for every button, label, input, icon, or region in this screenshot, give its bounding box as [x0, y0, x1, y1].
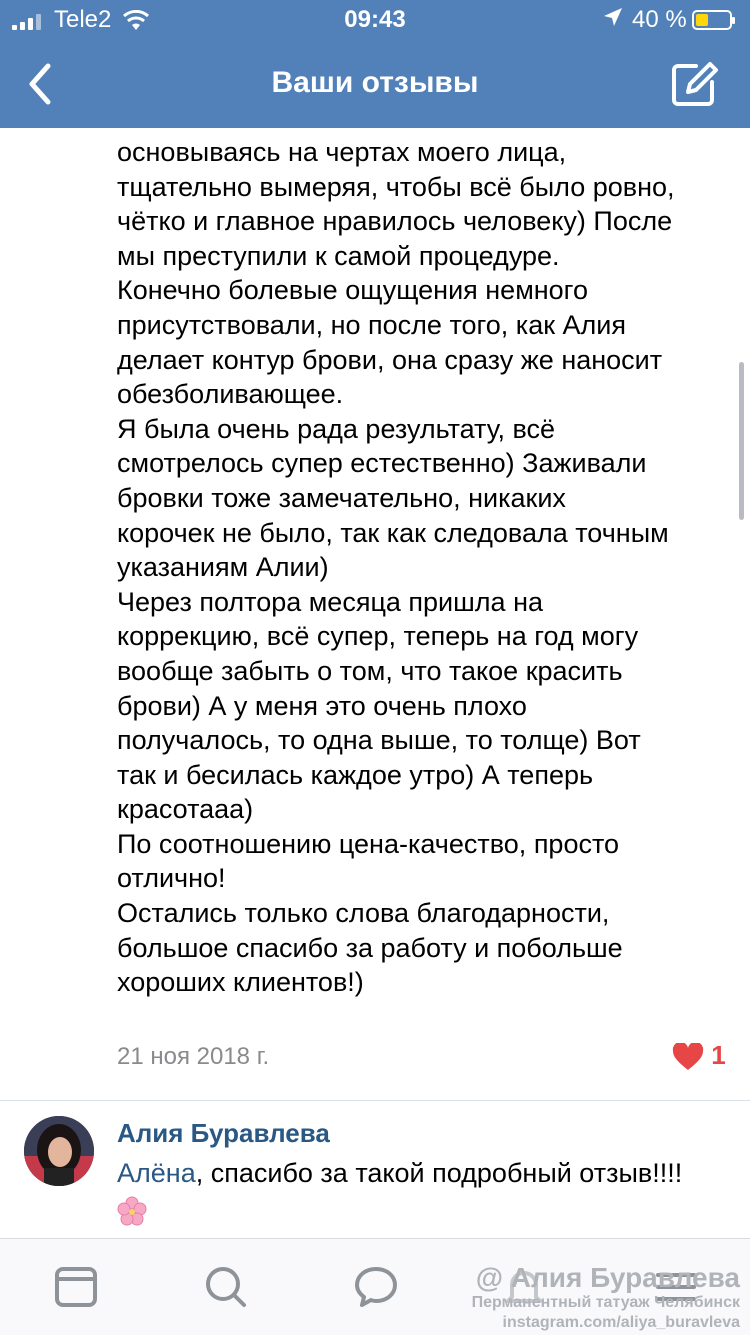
- tab-messages[interactable]: [352, 1263, 400, 1311]
- compose-icon: [668, 58, 720, 110]
- battery-percent: 40 %: [632, 6, 687, 33]
- scrollbar[interactable]: [739, 362, 744, 520]
- review-line: коррекцию, всё супер, теперь на год могу: [117, 621, 639, 652]
- watermark-name: @ Алия Буравлева: [475, 1262, 740, 1293]
- review-line: По соотношению цена-качество, просто: [117, 828, 620, 859]
- search-icon: [202, 1263, 250, 1311]
- review-line: мы преступили к самой процедуре.: [117, 240, 560, 271]
- divider: [0, 1100, 750, 1101]
- review-line: бровки тоже замечательно, никаких: [117, 482, 566, 513]
- review-line: большое спасибо за работу и побольше: [117, 932, 623, 963]
- mention-link[interactable]: Алёна: [117, 1158, 196, 1188]
- tab-search[interactable]: [202, 1263, 250, 1311]
- review-line: присутствовали, но после того, как Алия: [117, 309, 626, 340]
- feed-icon: [52, 1263, 100, 1311]
- like-button[interactable]: [672, 1040, 726, 1071]
- comment-author[interactable]: Алия Буравлева: [117, 1118, 330, 1148]
- review-line: Через полтора месяца пришла на: [117, 586, 544, 617]
- review-line: делает контур брови, она сразу же наносит: [117, 344, 663, 375]
- review-line: получалось, то одна выше, то толще) Вот: [117, 725, 641, 756]
- top-bar: [0, 0, 750, 128]
- page-title: Ваши отзывы: [271, 66, 479, 99]
- watermark-instagram: instagram.com/aliya_buravleva: [502, 1314, 740, 1331]
- review-line: вообще забыть о том, что такое красить: [117, 655, 623, 686]
- compose-button[interactable]: [668, 58, 720, 110]
- review-line: так и бесилась каждое утро) А теперь: [117, 759, 594, 790]
- review-line: смотрелось супер естественно) Заживали: [117, 448, 647, 479]
- watermark-subtitle: Перманентный татуаж Челябинск: [471, 1294, 740, 1311]
- avatar-photo: [24, 1116, 94, 1186]
- avatar[interactable]: [24, 1116, 94, 1186]
- review-line: корочек не было, так как следовала точным: [117, 517, 669, 548]
- tab-feed[interactable]: [52, 1263, 100, 1311]
- review-line: указаниям Алии): [117, 552, 329, 583]
- status-time: 09:43: [344, 6, 406, 33]
- review-line: хороших клиентов!): [117, 967, 364, 998]
- review-date: 21 ноя 2018 г.: [117, 1043, 270, 1070]
- cherry-blossom-icon: [117, 1196, 147, 1226]
- heart-icon: [672, 1043, 704, 1071]
- review-line: Конечно болевые ощущения немного: [117, 275, 588, 306]
- review-line: брови) А у меня это очень плохо: [117, 690, 527, 721]
- comment-text: [117, 1155, 717, 1227]
- review-text: [117, 135, 737, 1000]
- review-line: отлично!: [117, 863, 226, 894]
- battery-icon: [692, 10, 732, 30]
- review-lines: [117, 135, 737, 1000]
- carrier-name: Tele2: [54, 6, 112, 33]
- review-line: тщательно вымеряя, чтобы всё было ровно,: [117, 171, 675, 202]
- review-line: чётко и главное нравилось человеку) После: [117, 206, 673, 237]
- review-line: красотааа): [117, 794, 254, 825]
- watermark: [468, 1262, 740, 1332]
- status-bar: [0, 0, 750, 40]
- location-icon: [602, 6, 624, 34]
- review-line: Остались только слова благодарности,: [117, 898, 610, 929]
- like-count: 1: [711, 1040, 726, 1070]
- review-line: основываясь на чертах моего лица,: [117, 137, 567, 167]
- review-line: обезболивающее.: [117, 379, 344, 410]
- messages-icon: [352, 1263, 400, 1311]
- review-line: Я была очень рада результату, всё: [117, 413, 556, 444]
- comment-body: , спасибо за такой подробный отзыв!!!!: [195, 1158, 683, 1188]
